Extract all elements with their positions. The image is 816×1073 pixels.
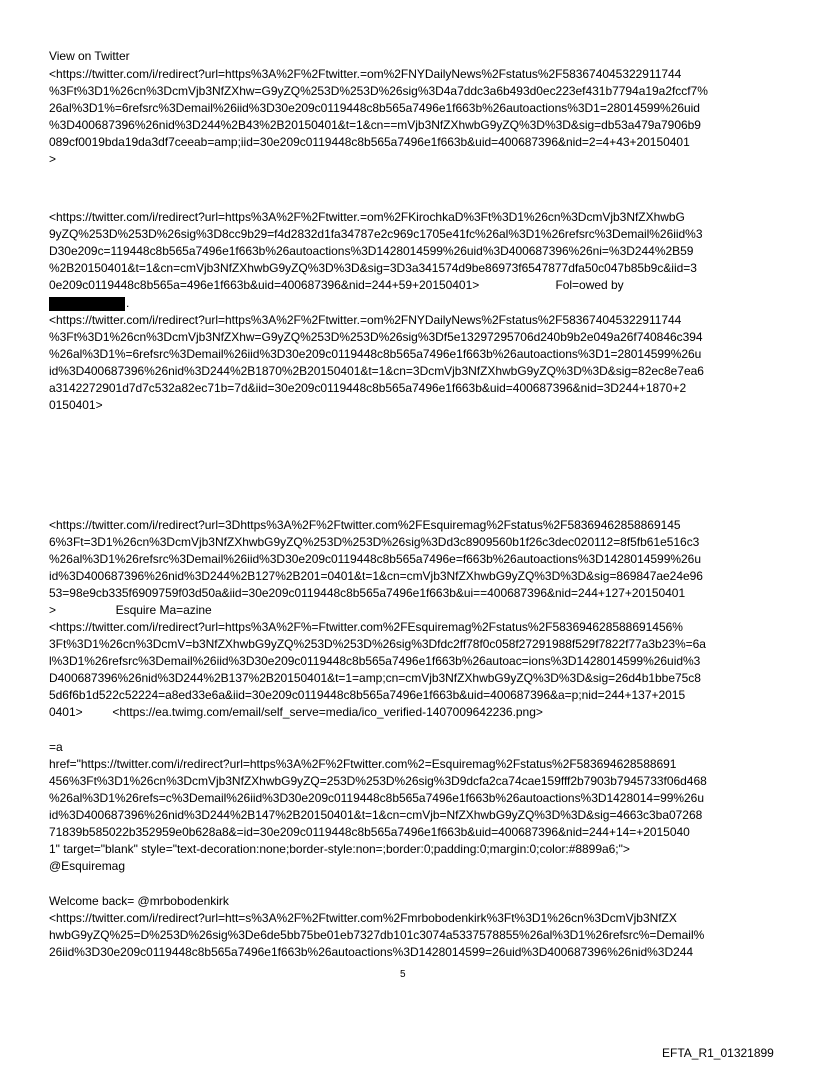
text-line: 6%3Ft=3D1%26cn%3DcmVjb3NfZXhwbG9yZQ%253D%253D%26sig%3Dd3c8909560b1f26c3dec020112=8f5fb61e516c3: [49, 535, 700, 549]
text-line: View on Twitter: [49, 49, 130, 63]
text-line: %26al%3D1%26refsrc%3Demail%26iid%3D30e209c0119448c8b565a7496e=f663b%26autoactions%3D1428014599%26u: [49, 552, 701, 566]
text-line: D400687396%26nid%3D244%2B137%2B20150401&t=1=amp;cn=cmVjb3NfZXhwbG9yZQ%3D%3D&sig=26d4b1bbe75c8: [49, 671, 701, 685]
redaction-block: [49, 297, 125, 311]
text-line: <https://twitter.com/i/redirect?url=https%3A%2F%=Ftwitter.com%2FEsquiremag%2Fstatus%2F583694628588691456%: [49, 620, 683, 634]
text-line: 0401> <https://ea.twimg.com/email/self_serve=media/ico_verified-1407009642236.png>: [49, 705, 543, 719]
text-line: 9yZQ%253D%253D%26sig%3D8cc9b29=f4d2832d1fa34787e2c969c1705e41fc%26al%3D1%26refsrc%3Demail%26iid%3: [49, 227, 703, 241]
document-id: EFTA_R1_01321899: [662, 1046, 774, 1060]
redaction-suffix: .: [126, 296, 130, 310]
text-line: 71839b585022b352959e0b628a8&=id=30e209c0119448c8b565a7496e1f663b&uid=400687396&nid=244+14=+2015040: [49, 825, 690, 839]
text-line: %26al%3D1%26refs=c%3Demail%26iid%3D30e209c0119448c8b565a7496e1f663b%26autoactions%3D1428014=99%26u: [49, 791, 704, 805]
text-line: 1" target="blank" style="text-decoration:none;border-style:non=;border:0;padding:0;margin:0;color:#8899a6;">: [49, 842, 630, 856]
text-line: 53=98e9cb335f6909759f03d50a&iid=30e209c0119448c8b565a7496e1f663b&ui==400687396&nid=244+127+20150401: [49, 586, 686, 600]
text-line: id%3D400687396%26nid%3D244%2B147%2B20150401&t=1&cn=cmVjb=NfZXhwbG9yZQ%3D%3D&sig=4663c3ba07268: [49, 808, 703, 822]
text-line: <https://twitter.com/i/redirect?url=htt=s%3A%2F%2Ftwitter.com%2Fmrbobodenkirk%3Ft%3D1%26cn%3DcmVjb3NfZX: [49, 911, 677, 925]
text-line: %3Ft%3D1%26cn%3DcmVjb3NfZXhw=G9yZQ%253D%253D%26sig%3Df5e13297295706d240b9b2e049a26f740846c394: [49, 330, 703, 344]
text-line: hwbG9yZQ%25=D%253D%26sig%3De6de5bb75be01eb7327db101c3074a5337578855%26al%3D1%26refsrc%=Demail%: [49, 928, 705, 942]
text-line: l%3D1%26refsrc%3Demail%26iid%3D30e209c0119448c8b565a7496e1f663b%26autoac=ions%3D1428014599%26uid%3: [49, 654, 701, 668]
text-line: id%3D400687396%26nid%3D244%2B127%2B201=0401&t=1&cn=cmVjb3NfZXhwbG9yZQ%3D%3D&sig=869847ae24e96: [49, 569, 703, 583]
text-line: %26al%3D1%=6refsrc%3Demail%26iid%3D30e209c0119448c8b565a7496e1f663b%26autoactions%3D1=28014599%26u: [49, 347, 702, 361]
text-line: <https://twitter.com/i/redirect?url=https%3A%2F%2Ftwitter.=om%2FNYDailyNews%2Fstatus%2F583674045322911744: [49, 313, 682, 327]
text-line: =a: [49, 740, 63, 754]
text-line: <https://twitter.com/i/redirect?url=https%3A%2F%2Ftwitter.=om%2FNYDailyNews%2Fstatus%2F583674045322911744: [49, 67, 682, 81]
text-line: href="https://twitter.com/i/redirect?url=https%3A%2F%2Ftwitter.com%2=Esquiremag%2Fstatus%2F583694628588691: [49, 757, 677, 771]
page-number: 5: [400, 969, 406, 980]
text-line: @Esquiremag: [49, 859, 125, 873]
text-line: 5d6f6b1d522c52224=a8ed33e6a&iid=30e209c0119448c8b565a7496e1f663b&uid=400687396&a=p;nid=244+137+2015: [49, 688, 686, 702]
text-line: Welcome back= @mrbobodenkirk: [49, 894, 229, 908]
text-line: 0150401>: [49, 398, 103, 412]
text-line: id%3D400687396%26nid%3D244%2B1870%2B20150401&t=1&cn=3DcmVjb3NfZXhwbG9yZQ%3D%3D&sig=82ec8e7ea6: [49, 364, 704, 378]
text-line: > Esquire Ma=azine: [49, 603, 212, 617]
text-line: 26al%3D1%=6refsrc%3Demail%26iid%3D30e209c0119448c8b565a7496e1f663b%26autoactions%3D1=28014599%26uid: [49, 101, 700, 115]
text-line: 26iid%3D30e209c0119448c8b565a7496e1f663b%26autoactions%3D1428014599=26uid%3D400687396%26nid%3D244: [49, 945, 694, 959]
text-line: >: [49, 152, 56, 166]
text-line: <https://twitter.com/i/redirect?url=https%3A%2F%2Ftwitter.=om%2FKirochkaD%3Ft%3D1%26cn%3DcmVjb3NfZXhwbG: [49, 210, 685, 224]
text-line: a3142272901d7d7c532a82ec71b=7d&iid=30e209c0119448c8b565a7496e1f663b&uid=400687396&nid=3D244+1870+2: [49, 381, 687, 395]
text-line: %2B20150401&t=1&cn=cmVjb3NfZXhwbG9yZQ%3D%3D&sig=3D3a341574d9be86973f6547877dfa50c047b85b9c&iid=3: [49, 261, 697, 275]
text-line: 3Ft%3D1%26cn%3DcmV=b3NfZXhwbG9yZQ%253D%253D%26sig%3Dfdc2ff78f0c058f27291988f529f7822f77a3b23%=6a: [49, 637, 706, 651]
text-line: 456%3Ft%3D1%26cn%3DcmVjb3NfZXhwbG9yZQ=253D%253D%26sig%3D9dcfa2ca74cae159fff2b7903b7945733f06d468: [49, 774, 707, 788]
text-line: D30e209c=119448c8b565a7496e1f663b%26autoactions%3D1428014599%26uid%3D400687396%26ni=%3D244%2B59: [49, 244, 694, 258]
text-line: <https://twitter.com/i/redirect?url=3Dhttps%3A%2F%2Ftwitter.com%2FEsquiremag%2Fstatus%2F58369462858869145: [49, 518, 681, 532]
text-line: %3Ft%3D1%26cn%3DcmVjb3NfZXhw=G9yZQ%253D%253D%26sig%3D4a7ddc3a6b493d0ec223ef431b7794a19a2fccf7%: [49, 84, 708, 98]
text-line: 089cf0019bda19da3df7ceeab=amp;iid=30e209c0119448c8b565a7496e1f663b&uid=400687396&nid=2=4+43+20150401: [49, 135, 690, 149]
text-line: %3D400687396%26nid%3D244%2B43%2B20150401&t=1&cn==mVjb3NfZXhwbG9yZQ%3D%3D&sig=db53a479a7906b9: [49, 118, 701, 132]
text-line: 0e209c0119448c8b565a=496e1f663b&uid=400687396&nid=244+59+20150401> Fol=owed by: [49, 278, 624, 292]
